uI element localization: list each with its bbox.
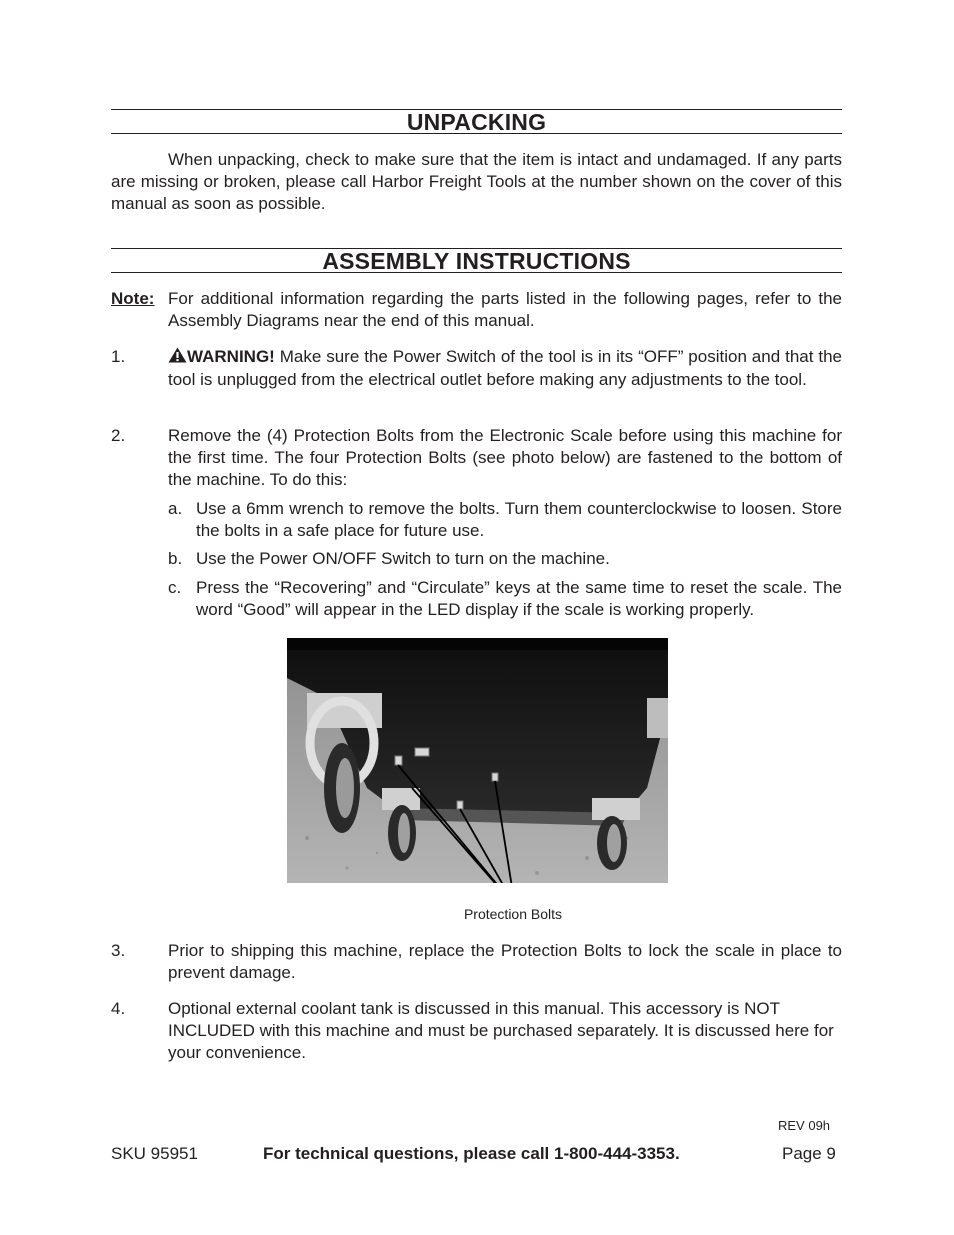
step-3-text: Prior to shipping this machine, replace the Protection Bolts to lock the scale in place to prevent damage. [168,941,842,982]
step-3-number: 3. [111,941,126,960]
assembly-heading: ASSEMBLY INSTRUCTIONS [322,248,631,274]
footer-support: For technical questions, please call 1-800-444-3353. [263,1144,680,1163]
unpacking-heading: UNPACKING [406,109,547,135]
step-4-text: Optional external coolant tank is discussed in this manual. This accessory is NOT INCLUDED with this machine and must be purchased separately. It is discussed here for your convenience. [168,999,834,1062]
step-1-body [168,346,842,391]
step-1-number: 1. [111,347,126,366]
protection-bolts-photo [287,638,668,883]
unpacking-paragraph: When unpacking, check to make sure that the item is intact and undamaged. If any parts are missing or broken, please call Harbor Freight Tools at the number shown on the cover of this manual as soon as possible. [111,150,842,213]
rule-unpacking-bottom [111,133,842,134]
warning-triangle-icon [168,347,187,369]
footer-page-number: Page 9 [782,1144,836,1163]
revision-label: REV 09h [778,1118,831,1133]
note-text: For additional information regarding the parts listed in the following pages, refer to the Assembly Diagrams near the end of this manual. [168,289,842,330]
rule-assembly-bottom [111,272,842,273]
step-1-text: Make sure the Power Switch of the tool is in its “OFF” position and that the tool is unplugged from the electrical outlet before making any adjustments to the tool. [168,347,842,389]
step-2a-text: Use a 6mm wrench to remove the bolts. Turn them counterclockwise to loosen. Store the bolts in a safe place for future use. [196,499,842,540]
warning-label: WARNING! [187,347,275,366]
step-2c-label: c. [168,578,182,597]
photo-caption: Protection Bolts [463,906,563,922]
step-2a-label: a. [168,499,183,518]
step-2-text: Remove the (4) Protection Bolts from the Electronic Scale before using this machine for the first time. The four Protection Bolts (see photo below) are fastened to the bottom of the machine. To do this: [168,426,842,489]
step-2b-label: b. [168,549,183,568]
note-label: Note: [111,289,155,308]
step-2c-text: Press the “Recovering” and “Circulate” keys at the same time to reset the scale. The word “Good” will appear in the LED display if the scale is working properly. [196,578,842,619]
step-2-number: 2. [111,426,126,445]
footer-sku: SKU 95951 [111,1144,198,1163]
step-4-number: 4. [111,999,126,1018]
step-2b-text: Use the Power ON/OFF Switch to turn on the machine. [196,549,610,568]
